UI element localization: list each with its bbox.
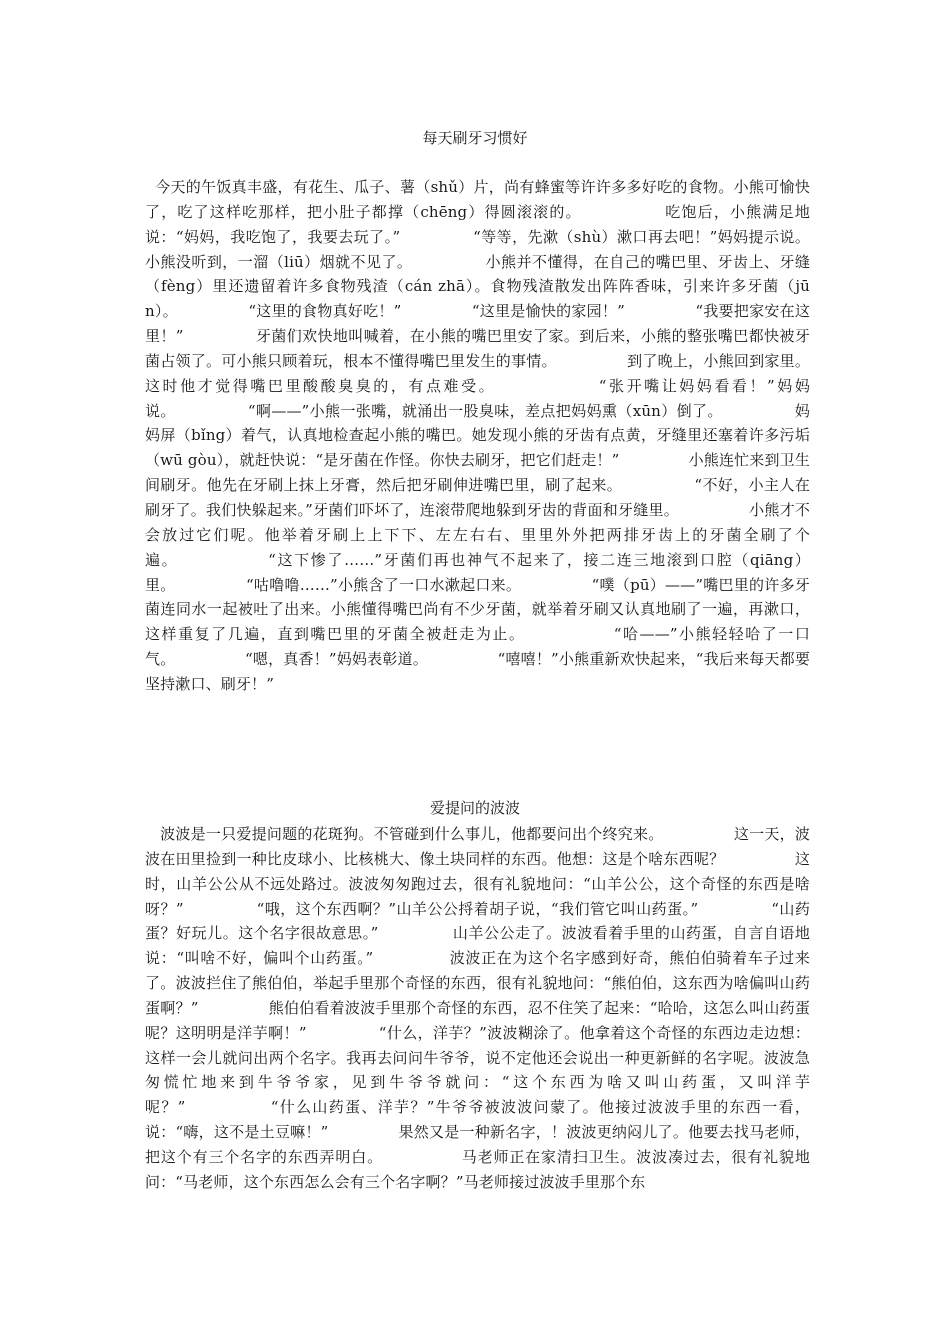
article-body-curious-bobo: 波波是一只爱提问题的花斑狗。不管碰到什么事儿，他都要问出个终究来。 这一天，波波在田里捡到一种比皮球小、比核桃大、像土块同样的东西。他想：这是个啥东西呢？ 这时，山羊公公从不远处路过。波波匆匆跑过去，很有礼貌地问：“山羊公公，这个奇怪的东西是啥呀？” “哦，这个东西啊？”山羊公公捋着胡子说，“我们管它叫山药蛋。” “山药蛋？好玩儿。这个名字很故意思。” 山羊公公走了。波波看着手里的山药蛋，自言自语地说：“叫啥不好，偏叫个山药蛋。” 波波正在为这个名字感到好奇，熊伯伯骑着车子过来了。波波拦住了熊伯伯，举起手里那个奇怪的东西，很有礼貌地问：“熊伯伯，这东西为啥偏叫山药蛋啊？” 熊伯伯看着波波手里那个奇怪的东西，忍不住笑了起来：“哈哈，这怎么叫山药蛋呢？这明明是洋芋啊！” “什么，洋芋？”波波糊涂了。他拿着这个奇怪的东西边走边想：这样一会儿就问出两个名字。我再去问问牛爷爷，说不定他还会说出一种更新鲜的名字呢。波波急匆慌忙地来到牛爷爷家，见到牛爷爷就问：“这个东西为啥又叫山药蛋，又叫洋芋呢？” “什么山药蛋、洋芋？”牛爷爷被波波问蒙了。他接过波波手里的东西一看，说：“嗨，这不是土豆嘛！” 果然又是一种新名字，！波波更纳闷儿了。他要去找马老师，把这个有三个名字的东西弄明白。 马老师正在家清扫卫生。波波凑过去，很有礼貌地问：“马老师，这个东西怎么会有三个名字啊？”马老师接过波波手里那个东 bbox=[145, 825, 810, 1191]
article-title-curious-bobo: 爱提问的波波 bbox=[429, 799, 520, 817]
article-title-brushing-teeth: 每天刷牙习惯好 bbox=[422, 129, 528, 147]
article-body-brushing-teeth: 今天的午饭真丰盛，有花生、瓜子、薯（shǔ）片，尚有蜂蜜等许许多多好吃的食物。小熊可愉快了，吃了这样吃那样，把小肚子都撑（chēng）得圆滚滚的。 吃饱后，小熊满足地说：“妈妈，我吃饱了，我要去玩了。” “等等，先漱（shù）漱口再去吧！”妈妈提示说。小熊没听到，一溜（liū）烟就不见了。 小熊并不懂得，在自己的嘴巴里、牙齿上、牙缝（fèng）里还遗留着许多食物残渣（cán zhā）。食物残渣散发出阵阵香味，引来许多牙菌（jūn）。 “这里的食物真好吃！” “这里是愉快的家园！” “我要把家安在这里！” 牙菌们欢快地叫喊着，在小熊的嘴巴里安了家。到后来，小熊的整张嘴巴都快被牙菌占领了。可小熊只顾着玩，根本不懂得嘴巴里发生的事情。 到了晚上，小熊回到家里。这时他才觉得嘴巴里酸酸臭臭的，有点难受。 “张开嘴让妈妈看看！”妈妈说。 “啊——”小熊一张嘴，就涌出一股臭味，差点把妈妈熏（xūn）倒了。 妈妈屏（bǐng）着气，认真地检查起小熊的嘴巴。她发现小熊的牙齿有点黄，牙缝里还塞着许多污垢（wū gòu），就赶快说：“是牙菌在作怪。你快去刷牙，把它们赶走！” 小熊连忙来到卫生间刷牙。他先在牙刷上抹上牙膏，然后把牙刷伸进嘴巴里，刷了起来。 “不好，小主人在刷牙了。我们快躲起来。”牙菌们吓坏了，连滚带爬地躲到牙齿的背面和牙缝里。 小熊才不会放过它们呢。他举着牙刷上上下下、左左右右、里里外外把两排牙齿上的牙菌全刷了个遍。 “这下惨了……”牙菌们再也神气不起来了，接二连三地滚到口腔（qiāng）里。 “咕噜噜……”小熊含了一口水漱起口来。 “噗（pū）——”嘴巴里的许多牙菌连同水一起被吐了出来。小熊懂得嘴巴尚有不少牙菌，就举着牙刷又认真地刷了一遍，再漱口，这样重复了几遍，直到嘴巴里的牙菌全被赶走为止。 “哈——”小熊轻轻哈了一口气。 “嗯，真香！”妈妈表彰道。 “嘻嘻！”小熊重新欢快起来，“我后来每天都要坚持漱口、刷牙！” bbox=[145, 178, 810, 693]
